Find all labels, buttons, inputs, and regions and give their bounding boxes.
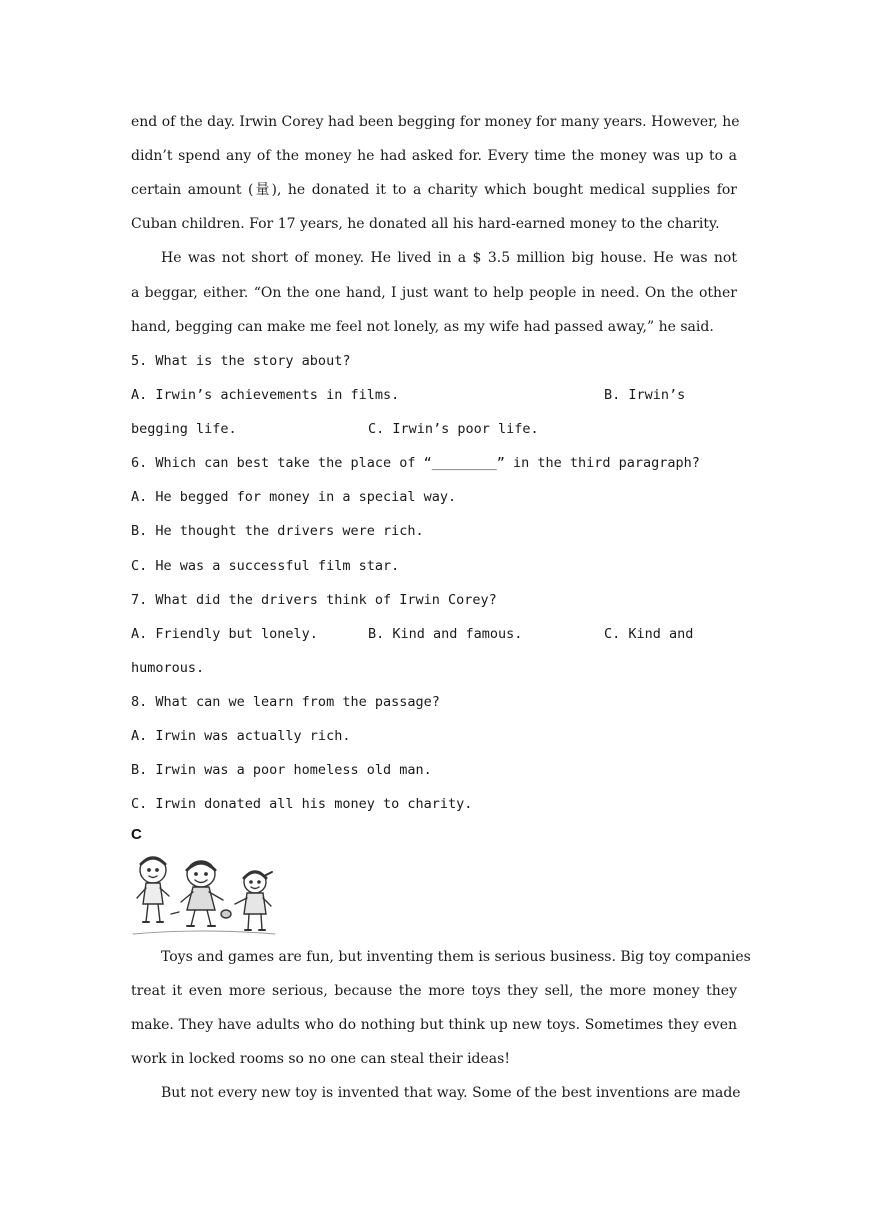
question-5-option-c: C. Irwin’s poor life. [368,421,539,437]
passage-b-p2-line-3: hand, begging can make me feel not lonely, as my wife had passed away,” he said. [131,319,714,335]
question-5-option-b: B. Irwin’s [604,387,686,403]
question-5-option-a: A. Irwin’s achievements in films. [131,387,400,403]
question-6-stem: 6. Which can best take the place of “________” in the third paragraph? [131,455,700,471]
passage-b-p2-line-1: He was not short of money. He lived in a $ 3.5 million big house. He was not [161,250,737,266]
question-6-option-b: B. He thought the drivers were rich. [131,523,424,539]
question-8-option-c: C. Irwin donated all his money to charity. [131,796,473,812]
section-c-p1-line-3: make. They have adults who do nothing but think up new toys. Sometimes they even [131,1017,737,1033]
question-6-option-a: A. He begged for money in a special way. [131,489,457,505]
question-5-option-b-cont: begging life. [131,421,237,437]
question-7-option-c: C. Kind and [604,626,694,642]
question-8-stem: 8. What can we learn from the passage? [131,694,440,710]
question-7-option-c-cont: humorous. [131,660,205,676]
section-c-heading: C [131,826,142,843]
passage-b-p2-line-2: a beggar, either. “On the one hand, I just want to help people in need. On the other [131,285,737,301]
section-c-p2-line-1: But not every new toy is invented that way. Some of the best inventions are made [161,1085,741,1101]
section-c-p1-line-4: work in locked rooms so no one can steal their ideas! [131,1051,510,1067]
question-5-stem: 5. What is the story about? [131,353,351,369]
question-7-option-b: B. Kind and famous. [368,626,523,642]
children-playing-icon [131,852,277,938]
passage-b-p1-line-3: certain amount (量), he donated it to a charity which bought medical supplies for [131,182,737,198]
passage-b-p1-line-2: didn’t spend any of the money he had asked for. Every time the money was up to a [131,148,737,164]
question-8-option-b: B. Irwin was a poor homeless old man. [131,762,432,778]
children-playing-illustration [131,852,277,938]
section-c-p1-line-1: Toys and games are fun, but inventing them is serious business. Big toy companies [161,949,751,965]
question-6-option-c: C. He was a successful film star. [131,558,400,574]
section-c-p1-line-2: treat it even more serious, because the more toys they sell, the more money they [131,983,737,999]
passage-b-p1-line-1: end of the day. Irwin Corey had been begging for money for many years. However, he [131,114,740,130]
question-7-option-a: A. Friendly but lonely. [131,626,318,642]
question-8-option-a: A. Irwin was actually rich. [131,728,351,744]
passage-b-p1-line-4: Cuban children. For 17 years, he donated all his hard-earned money to the charity. [131,216,720,232]
question-7-stem: 7. What did the drivers think of Irwin Corey? [131,592,497,608]
